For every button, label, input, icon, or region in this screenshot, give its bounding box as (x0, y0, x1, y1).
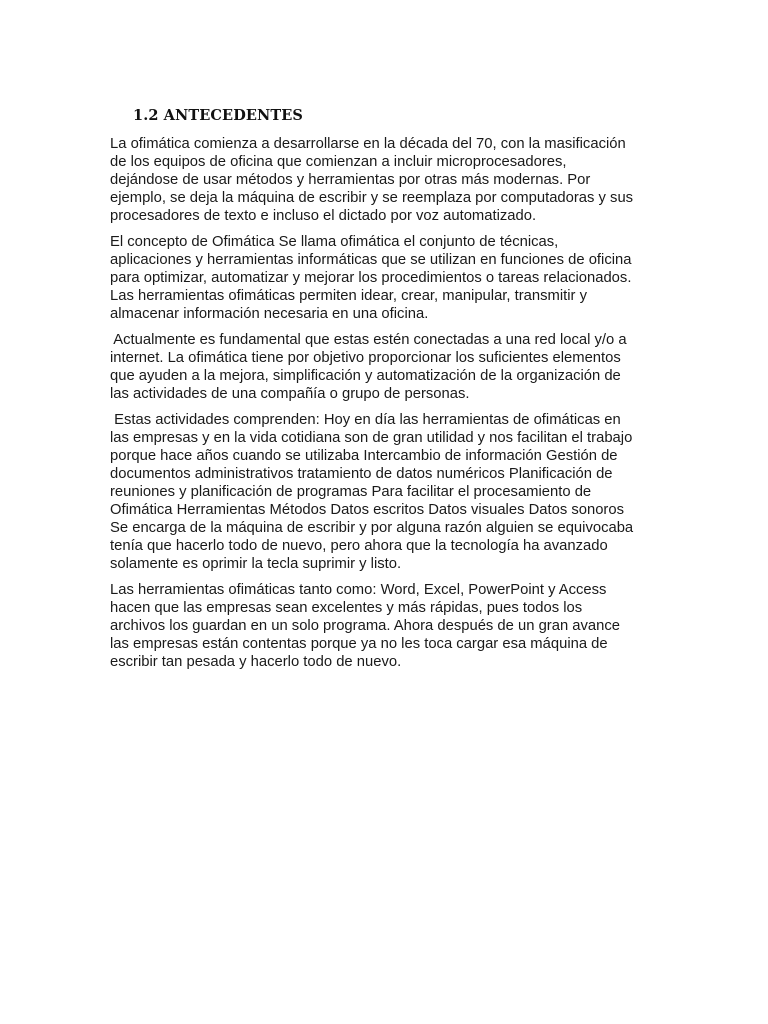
text-line: para optimizar, automatizar y mejorar los procedimientos o tareas relacionados. (110, 270, 632, 286)
text-line: tenía que hacerlo todo de nuevo, pero ahora que la tecnología ha avanzado (110, 538, 608, 554)
text-line: las empresas están contentas porque ya no les toca cargar esa máquina de (110, 636, 608, 652)
text-line: Las herramientas ofimáticas permiten idear, crear, manipular, transmitir y (110, 288, 587, 304)
text-line: internet. La ofimática tiene por objetivo proporcionar los suficientes elementos (110, 350, 621, 366)
text-line: escribir tan pesada y hacerlo todo de nuevo. (110, 654, 402, 670)
text-line: reuniones y planificación de programas Para facilitar el procesamiento de (110, 484, 592, 500)
paragraph-5 (110, 581, 670, 671)
paragraph-1 (110, 135, 670, 225)
text-line: aplicaciones y herramientas informáticas que se utilizan en funciones de oficina (110, 252, 632, 268)
text-line: porque hace años cuando se utilizaba Intercambio de información Gestión de (110, 448, 618, 464)
text-line: las actividades de una compañía o grupo de personas. (110, 386, 470, 402)
text-line: las empresas y en la vida cotidiana son de gran utilidad y nos facilitan el trabajo (110, 430, 633, 446)
paragraph-4 (110, 411, 670, 573)
section-heading: 1.2 ANTECEDENTES (133, 107, 304, 124)
text-line: que ayuden a la mejora, simplificación y automatización de la organización de (110, 368, 621, 384)
paragraph-3 (110, 331, 670, 403)
text-line: archivos los guardan en un solo programa. Ahora después de un gran avance (110, 618, 621, 634)
text-line: hacen que las empresas sean excelentes y más rápidas, pues todos los (110, 600, 583, 616)
text-line: Estas actividades comprenden: Hoy en día las herramientas de ofimáticas en (110, 412, 621, 428)
text-line: Las herramientas ofimáticas tanto como: Word, Excel, PowerPoint y Access (110, 582, 607, 598)
text-line: Actualmente es fundamental que estas estén conectadas a una red local y/o a (110, 332, 627, 348)
text-line: ejemplo, se deja la máquina de escribir y se reemplaza por computadoras y sus (110, 190, 634, 206)
text-line: procesadores de texto e incluso el dictado por voz automatizado. (110, 208, 537, 224)
text-line: Ofimática Herramientas Métodos Datos escritos Datos visuales Datos sonoros (110, 502, 624, 518)
text-line: La ofimática comienza a desarrollarse en la década del 70, con la masificación (110, 136, 626, 152)
text-line: documentos administrativos tratamiento de datos numéricos Planificación de (110, 466, 613, 482)
text-line: solamente es oprimir la tecla suprimir y listo. (110, 556, 402, 572)
text-line: Se encarga de la máquina de escribir y por alguna razón alguien se equivocaba (110, 520, 634, 536)
body-text (110, 135, 670, 679)
text-line: dejándose de usar métodos y herramientas por otras más modernas. Por (110, 172, 591, 188)
paragraph-2 (110, 233, 670, 323)
text-line: de los equipos de oficina que comienzan a incluir microprocesadores, (110, 154, 567, 170)
text-line: El concepto de Ofimática Se llama ofimática el conjunto de técnicas, (110, 234, 559, 250)
text-line: almacenar información necesaria en una oficina. (110, 306, 429, 322)
